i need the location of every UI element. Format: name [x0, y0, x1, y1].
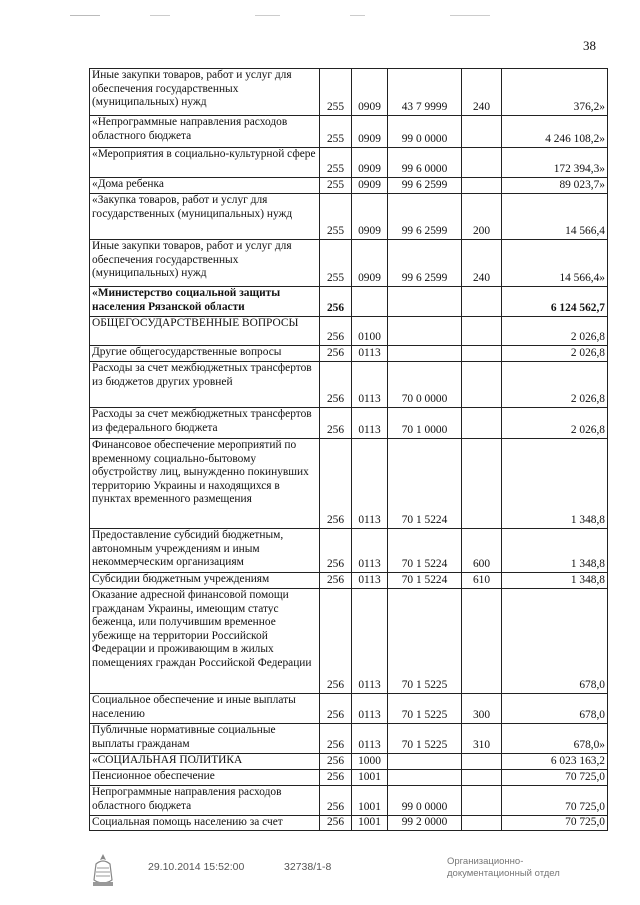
- table-row: [90, 439, 608, 529]
- cell-csr: 99 6 2599: [388, 194, 462, 240]
- cell-sum: 678,0»: [502, 724, 608, 754]
- cell-vr: [462, 439, 502, 529]
- cell-name: Пенсионное обеспечение: [90, 770, 320, 786]
- cell-name: Субсидии бюджетным учреждениям: [90, 573, 320, 589]
- cell-vr: [462, 754, 502, 770]
- cell-ved: 256: [320, 439, 352, 529]
- cell-name: Публичные нормативные социальные выплаты гражданам: [90, 724, 320, 754]
- cell-csr: 99 6 2599: [388, 178, 462, 194]
- scan-top-marks: [0, 14, 640, 18]
- cell-rz: 0113: [352, 408, 388, 439]
- cell-sum: 70 725,0: [502, 816, 608, 831]
- cell-ved: 256: [320, 287, 352, 317]
- cell-ved: 256: [320, 770, 352, 786]
- cell-name: «Дома ребенка: [90, 178, 320, 194]
- table-row: [90, 240, 608, 287]
- footer-org-line1: Организационно-: [447, 856, 524, 867]
- cell-csr: 70 1 0000: [388, 408, 462, 439]
- table-row: [90, 178, 608, 194]
- cell-ved: 256: [320, 362, 352, 408]
- cell-sum: 172 394,3»: [502, 148, 608, 178]
- table-row: [90, 69, 608, 116]
- cell-rz: 0909: [352, 69, 388, 116]
- table-row: [90, 362, 608, 408]
- cell-vr: [462, 346, 502, 362]
- cell-rz: 0113: [352, 724, 388, 754]
- cell-vr: 610: [462, 573, 502, 589]
- budget-table: [89, 68, 608, 831]
- table-row: [90, 287, 608, 317]
- cell-csr: 99 0 0000: [388, 116, 462, 148]
- cell-sum: 14 566,4: [502, 194, 608, 240]
- cell-csr: 99 2 0000: [388, 816, 462, 831]
- cell-sum: 2 026,8: [502, 408, 608, 439]
- cell-vr: [462, 116, 502, 148]
- page-number: 38: [583, 38, 596, 53]
- cell-rz: 0113: [352, 589, 388, 694]
- cell-sum: 2 026,8: [502, 362, 608, 408]
- cell-rz: 0113: [352, 362, 388, 408]
- cell-vr: [462, 816, 502, 831]
- cell-rz: 1001: [352, 786, 388, 816]
- cell-sum: 6 124 562,7: [502, 287, 608, 317]
- table-row: [90, 317, 608, 346]
- cell-ved: 255: [320, 240, 352, 287]
- cell-csr: 70 0 0000: [388, 362, 462, 408]
- cell-ved: 256: [320, 816, 352, 831]
- cell-ved: 255: [320, 194, 352, 240]
- cell-ved: 255: [320, 116, 352, 148]
- table-row: [90, 529, 608, 573]
- cell-name: Иные закупки товаров, работ и услуг для обеспечения государственных (муниципальных) нужд: [90, 69, 320, 116]
- cell-name: «Закупка товаров, работ и услуг для государственных (муниципальных) нужд: [90, 194, 320, 240]
- footer-date: 29.10.2014 15:52:00: [148, 861, 245, 873]
- table-row: [90, 694, 608, 724]
- cell-rz: 0909: [352, 148, 388, 178]
- cell-rz: [352, 287, 388, 317]
- table-row: [90, 194, 608, 240]
- stamp-icon: [88, 850, 118, 890]
- cell-name: Иные закупки товаров, работ и услуг для обеспечения государственных (муниципальных) нужд: [90, 240, 320, 287]
- cell-csr: [388, 770, 462, 786]
- cell-sum: 70 725,0: [502, 770, 608, 786]
- budget-table-body: [90, 69, 608, 831]
- cell-ved: 256: [320, 408, 352, 439]
- cell-csr: 43 7 9999: [388, 69, 462, 116]
- cell-csr: 70 1 5224: [388, 529, 462, 573]
- cell-csr: 99 6 0000: [388, 148, 462, 178]
- cell-vr: [462, 770, 502, 786]
- cell-name: Социальное обеспечение и иные выплаты населению: [90, 694, 320, 724]
- cell-sum: 14 566,4»: [502, 240, 608, 287]
- cell-vr: [462, 589, 502, 694]
- cell-csr: 99 0 0000: [388, 786, 462, 816]
- footer-org: [447, 856, 560, 880]
- cell-ved: 256: [320, 317, 352, 346]
- cell-ved: 256: [320, 589, 352, 694]
- cell-rz: 0909: [352, 178, 388, 194]
- cell-ved: 256: [320, 786, 352, 816]
- cell-name: ОБЩЕГОСУДАРСТВЕННЫЕ ВОПРОСЫ: [90, 317, 320, 346]
- cell-sum: 1 348,8: [502, 529, 608, 573]
- cell-sum: 678,0: [502, 694, 608, 724]
- cell-ved: 256: [320, 529, 352, 573]
- cell-sum: 2 026,8: [502, 317, 608, 346]
- cell-sum: 678,0: [502, 589, 608, 694]
- cell-vr: [462, 362, 502, 408]
- table-row: [90, 816, 608, 831]
- cell-rz: 1001: [352, 770, 388, 786]
- cell-csr: 70 1 5225: [388, 724, 462, 754]
- footer-code: 32738/1-8: [284, 861, 332, 873]
- table-row: [90, 770, 608, 786]
- cell-name: Другие общегосударственные вопросы: [90, 346, 320, 362]
- cell-csr: 99 6 2599: [388, 240, 462, 287]
- cell-name: «СОЦИАЛЬНАЯ ПОЛИТИКА: [90, 754, 320, 770]
- table-row: [90, 573, 608, 589]
- cell-csr: [388, 317, 462, 346]
- table-row: [90, 346, 608, 362]
- footer-org-line2: документационный отдел: [447, 868, 560, 879]
- cell-ved: 256: [320, 724, 352, 754]
- cell-sum: 6 023 163,2: [502, 754, 608, 770]
- cell-csr: [388, 754, 462, 770]
- cell-vr: 240: [462, 69, 502, 116]
- cell-rz: 1000: [352, 754, 388, 770]
- cell-rz: 0113: [352, 694, 388, 724]
- table-row: [90, 116, 608, 148]
- cell-rz: 0909: [352, 240, 388, 287]
- cell-sum: 1 348,8: [502, 573, 608, 589]
- cell-vr: 310: [462, 724, 502, 754]
- cell-name: Расходы за счет межбюджетных трансфертов из бюджетов других уровней: [90, 362, 320, 408]
- cell-ved: 255: [320, 148, 352, 178]
- cell-sum: 4 246 108,2»: [502, 116, 608, 148]
- cell-ved: 256: [320, 694, 352, 724]
- cell-vr: [462, 786, 502, 816]
- cell-vr: [462, 408, 502, 439]
- cell-csr: 70 1 5224: [388, 439, 462, 529]
- cell-name: Оказание адресной финансовой помощи гражданам Украины, имеющим статус беженца, или получившим временное убежище на территории Российской Федерации и проживающим в жилых помещениях граждан Российской Федерации: [90, 589, 320, 694]
- cell-rz: 0100: [352, 317, 388, 346]
- table-row: [90, 786, 608, 816]
- cell-ved: 256: [320, 573, 352, 589]
- cell-rz: 0113: [352, 529, 388, 573]
- table-row: [90, 589, 608, 694]
- cell-vr: 200: [462, 194, 502, 240]
- cell-ved: 256: [320, 346, 352, 362]
- cell-sum: 70 725,0: [502, 786, 608, 816]
- table-row: [90, 148, 608, 178]
- cell-name: Социальная помощь населению за счет: [90, 816, 320, 831]
- cell-name: «Мероприятия в социально-культурной сфере: [90, 148, 320, 178]
- cell-sum: 89 023,7»: [502, 178, 608, 194]
- cell-vr: 600: [462, 529, 502, 573]
- cell-name: Финансовое обеспечение мероприятий по временному социально-бытовому обустройству лиц, вынужденно покинувших территорию Украины и находящихся в пунктах временного размещения: [90, 439, 320, 529]
- cell-vr: [462, 178, 502, 194]
- cell-rz: 0113: [352, 439, 388, 529]
- cell-sum: 1 348,8: [502, 439, 608, 529]
- cell-ved: 255: [320, 178, 352, 194]
- cell-sum: 376,2»: [502, 69, 608, 116]
- cell-rz: 1001: [352, 816, 388, 831]
- cell-ved: 256: [320, 754, 352, 770]
- cell-vr: [462, 148, 502, 178]
- cell-csr: [388, 346, 462, 362]
- cell-name: «Непрограммные направления расходов областного бюджета: [90, 116, 320, 148]
- cell-rz: 0113: [352, 573, 388, 589]
- cell-vr: 240: [462, 240, 502, 287]
- table-row: [90, 408, 608, 439]
- cell-vr: [462, 287, 502, 317]
- cell-rz: 0113: [352, 346, 388, 362]
- cell-ved: 255: [320, 69, 352, 116]
- cell-name: Непрограммные направления расходов областного бюджета: [90, 786, 320, 816]
- cell-csr: 70 1 5225: [388, 694, 462, 724]
- cell-vr: 300: [462, 694, 502, 724]
- table-row: [90, 724, 608, 754]
- cell-csr: [388, 287, 462, 317]
- cell-vr: [462, 317, 502, 346]
- cell-csr: 70 1 5224: [388, 573, 462, 589]
- cell-sum: 2 026,8: [502, 346, 608, 362]
- cell-rz: 0909: [352, 116, 388, 148]
- cell-rz: 0909: [352, 194, 388, 240]
- cell-name: Предоставление субсидий бюджетным, автономным учреждениям и иным некоммерческим организациям: [90, 529, 320, 573]
- cell-name: «Министерство социальной защиты населения Рязанской области: [90, 287, 320, 317]
- cell-csr: 70 1 5225: [388, 589, 462, 694]
- cell-name: Расходы за счет межбюджетных трансфертов из федерального бюджета: [90, 408, 320, 439]
- table-row: [90, 754, 608, 770]
